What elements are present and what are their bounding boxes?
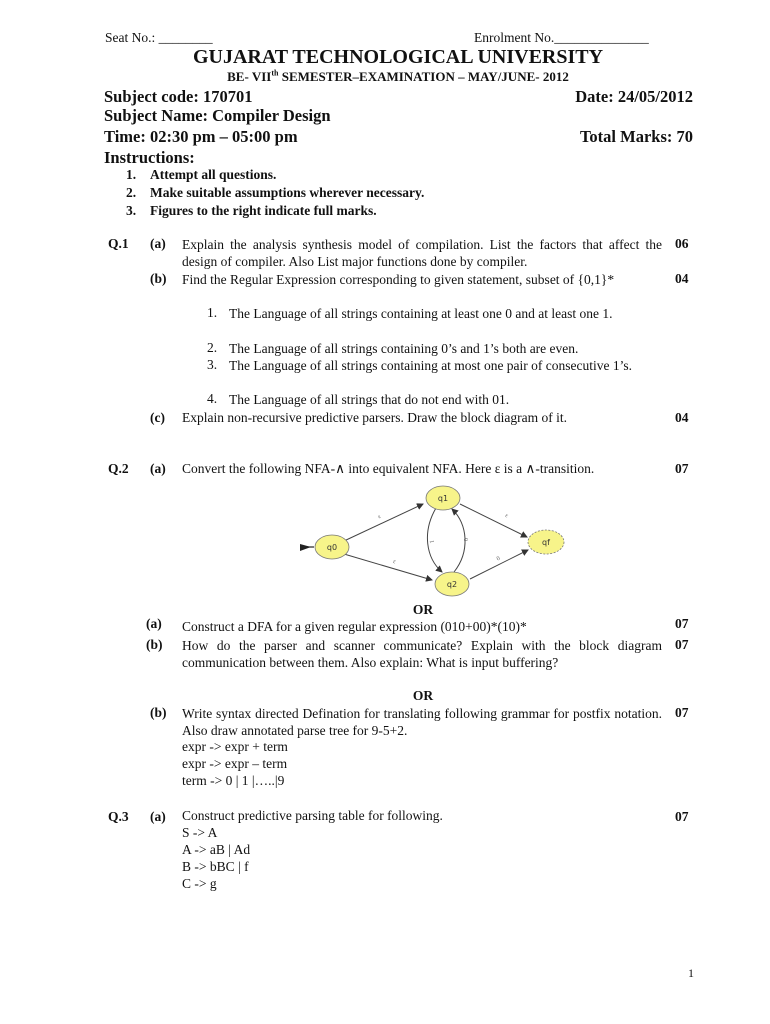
instruction-number: 1. <box>126 167 137 182</box>
marks: 07 <box>675 461 689 476</box>
edge-label: ε <box>377 513 382 521</box>
question-text: Convert the following NFA-∧ into equivalent NFA. Here ε is a ∧-transition. <box>182 461 595 476</box>
list-number: 4. <box>207 391 218 406</box>
edge-label: ε <box>503 512 509 520</box>
subquestion-label: (b) <box>150 705 167 720</box>
instruction-number: 2. <box>126 185 137 200</box>
transition-edge <box>460 504 527 537</box>
grammar-rule: term -> 0 | 1 |…..|9 <box>182 773 285 788</box>
list-number: 3. <box>207 357 218 372</box>
grammar-rule: A -> aB | Ad <box>182 842 251 857</box>
grammar-rule: expr -> expr + term <box>182 739 288 754</box>
list-number: 1. <box>207 305 218 320</box>
marks: 06 <box>675 236 689 251</box>
state-label: q0 <box>326 543 338 552</box>
question-text: Explain the analysis synthesis model of compilation. List the factors that affect the design of compiler. Also List major functions done by compiler. <box>182 237 662 269</box>
or-separator: OR <box>412 688 434 703</box>
subquestion-label: (a) <box>146 616 162 631</box>
list-item: The Language of all strings containing at most one pair of consecutive 1’s. <box>229 358 633 373</box>
subquestion-label: (a) <box>150 461 166 476</box>
instructions-title: Instructions: <box>104 148 195 167</box>
subject-code: Subject code: 170701 <box>104 87 253 106</box>
or-separator: OR <box>412 602 434 617</box>
transition-edge <box>470 550 528 579</box>
edge-label: 0 <box>495 555 502 563</box>
question-text: Find the Regular Expression corresponding to given statement, subset of {0,1}* <box>182 272 615 287</box>
marks: 07 <box>675 637 689 652</box>
question-number: Q.3 <box>108 809 129 824</box>
edge-label: 1 <box>427 539 435 544</box>
instruction-number: 3. <box>126 203 137 218</box>
question-number: Q.2 <box>108 461 129 476</box>
instruction-text: Figures to the right indicate full marks. <box>150 203 377 218</box>
marks: 04 <box>675 410 689 425</box>
edge-label: ε <box>392 558 397 566</box>
transition-edge <box>344 504 423 541</box>
transition-edge <box>344 554 432 580</box>
state-label: q1 <box>437 494 449 503</box>
list-number: 2. <box>207 340 218 355</box>
list-item: The Language of all strings containing at least one 0 and at least one 1. <box>229 306 613 321</box>
page-number: 1 <box>688 966 694 980</box>
grammar-rule: expr -> expr – term <box>182 756 288 771</box>
instruction-text: Make suitable assumptions wherever necessary. <box>150 185 425 200</box>
nfa-diagram <box>296 480 586 602</box>
question-text: Explain non-recursive predictive parsers. Draw the block diagram of it. <box>182 410 567 425</box>
marks: 07 <box>675 616 689 631</box>
question-text: Construct predictive parsing table for following. <box>182 808 443 823</box>
marks: 04 <box>675 271 689 286</box>
marks: 07 <box>675 705 689 720</box>
subquestion-label: (b) <box>150 271 167 286</box>
subquestion-label: (a) <box>150 809 166 824</box>
marks: 07 <box>675 809 689 824</box>
instruction-text: Attempt all questions. <box>150 167 277 182</box>
grammar-rule: B -> bBC | f <box>182 859 249 874</box>
subquestion-label: (b) <box>146 637 163 652</box>
university-name: GUJARAT TECHNOLOGICAL UNIVERSITY <box>192 46 604 68</box>
seat-number: Seat No.: ________ <box>105 30 213 45</box>
exam-date: Date: 24/05/2012 <box>575 87 693 106</box>
list-item: The Language of all strings that do not end with 01. <box>229 392 510 407</box>
subquestion-label: (a) <box>150 236 166 251</box>
question-text: How do the parser and scanner communicate? Explain with the block diagram communication between them. Also explain: What is input buffering? <box>182 638 662 670</box>
state-label: qf <box>542 538 550 547</box>
exam-time: Time: 02:30 pm – 05:00 pm <box>104 127 298 146</box>
edge-label: 0 <box>461 537 469 542</box>
subquestion-label: (c) <box>150 410 165 425</box>
enrolment-number: Enrolment No.______________ <box>474 30 649 45</box>
grammar-rule: C -> g <box>182 876 217 891</box>
exam-title: BE- VIIth SEMESTER–EXAMINATION – MAY/JUNE- 2012 <box>227 68 569 84</box>
subject-name: Subject Name: Compiler Design <box>104 106 331 125</box>
total-marks: Total Marks: 70 <box>579 127 693 146</box>
question-text: Construct a DFA for a given regular expression (010+00)*(10)* <box>182 619 527 634</box>
question-number: Q.1 <box>108 236 129 251</box>
question-text: Write syntax directed Defination for translating following grammar for postfix notation. Also draw annotated parse tree for 9-5+2. <box>182 706 662 738</box>
state-label: q2 <box>446 580 458 589</box>
list-item: The Language of all strings containing 0’s and 1’s both are even. <box>229 341 579 356</box>
grammar-rule: S -> A <box>182 825 218 840</box>
